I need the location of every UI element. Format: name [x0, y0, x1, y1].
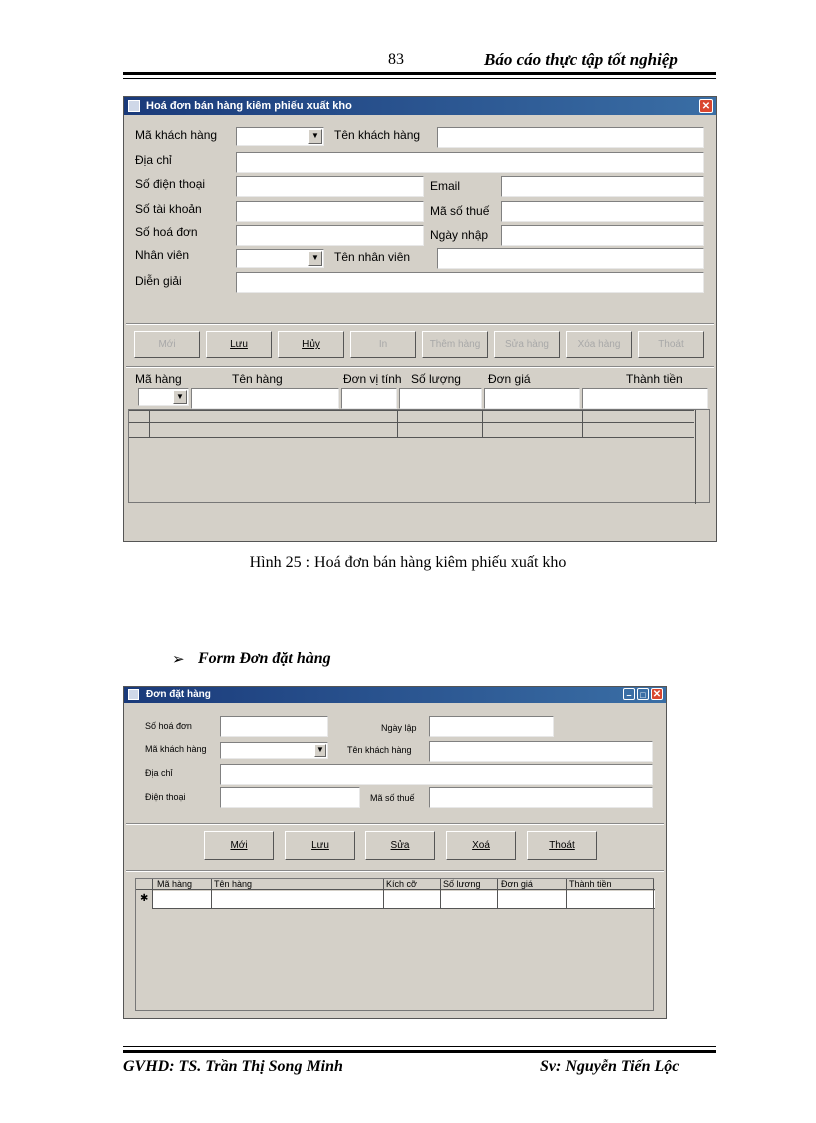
chevron-down-icon[interactable]: ▼	[308, 251, 322, 266]
col-don-gia: Đơn giá	[488, 372, 531, 386]
label-ma-so-thue: Mã số thuế	[430, 204, 490, 218]
col-so-luong: Số lượng	[411, 372, 461, 386]
so-luong-input[interactable]	[399, 388, 482, 409]
ten-khach-hang-input[interactable]	[429, 741, 653, 762]
col-thanh-tien: Thành tiền	[626, 372, 683, 386]
them-hang-button[interactable]: Thêm hàng	[422, 331, 488, 358]
chevron-down-icon[interactable]: ▼	[308, 129, 322, 144]
header-rule	[123, 72, 716, 75]
order-window	[123, 686, 667, 1019]
label-ma-khach-hang: Mã khách hàng	[135, 128, 218, 142]
header-rule-thin	[123, 78, 716, 79]
email-input[interactable]	[501, 176, 704, 197]
footer-rule-thin	[123, 1046, 716, 1047]
label-dia-chi: Địa chỉ	[135, 153, 172, 167]
dia-chi-input[interactable]	[236, 152, 704, 173]
app-icon	[128, 100, 140, 112]
ten-khach-hang-input[interactable]	[437, 127, 704, 148]
ma-khach-hang-combo[interactable]	[220, 742, 328, 759]
col-ma-hang: Mã hàng	[157, 879, 193, 889]
in-button[interactable]: In	[350, 331, 416, 358]
col-ten-hang: Tên hàng	[232, 372, 283, 386]
divider	[126, 366, 714, 368]
moi-button[interactable]: Mới	[204, 831, 274, 860]
ma-so-thue-input[interactable]	[429, 787, 653, 808]
col-ma-hang: Mã hàng	[135, 372, 182, 386]
dia-chi-input[interactable]	[220, 764, 653, 785]
app-icon	[128, 689, 139, 700]
don-vi-tinh-input[interactable]	[341, 388, 397, 409]
order-window-title: Đơn đặt hàng	[146, 689, 211, 700]
footer-supervisor: GVHD: TS. Trần Thị Song Minh	[123, 1058, 343, 1075]
bullet-arrow-icon: ➢	[172, 651, 185, 668]
label-so-hoa-don: Số hoá đơn	[145, 721, 192, 731]
ten-hang-input[interactable]	[191, 388, 339, 409]
divider	[126, 823, 664, 825]
label-ten-nhan-vien: Tên nhân viên	[334, 250, 411, 264]
ma-hang-combo[interactable]	[138, 388, 189, 406]
label-dien-giai: Diễn giải	[135, 274, 182, 288]
chevron-down-icon[interactable]: ▼	[173, 390, 187, 404]
ngay-nhap-input[interactable]	[501, 225, 704, 246]
xoa-button[interactable]: Xoá	[446, 831, 516, 860]
col-don-gia: Đơn giá	[501, 879, 533, 889]
thoat-button[interactable]: Thoát	[527, 831, 597, 860]
label-so-hoa-don: Số hoá đơn	[135, 225, 198, 239]
label-ma-khach-hang: Mã khách hàng	[145, 744, 207, 754]
label-ngay-nhap: Ngày nhập	[430, 228, 489, 242]
thanh-tien-input[interactable]	[582, 388, 708, 409]
order-titlebar	[124, 687, 666, 703]
invoice-window-title: Hoá đơn bán hàng kiêm phiếu xuất kho	[146, 100, 352, 112]
huy-button[interactable]: Hủy	[278, 331, 344, 358]
luu-button[interactable]: Lưu	[285, 831, 355, 860]
label-dia-chi: Địa chỉ	[145, 768, 173, 778]
ma-so-thue-input[interactable]	[501, 201, 704, 222]
col-thanh-tien: Thành tiền	[569, 879, 612, 889]
so-hoa-don-input[interactable]	[236, 225, 424, 246]
order-grid[interactable]	[135, 878, 654, 1011]
ngay-lap-input[interactable]	[429, 716, 554, 737]
report-title: Báo cáo thực tập tốt nghiệp	[484, 50, 678, 69]
invoice-window	[123, 96, 717, 542]
divider	[126, 323, 714, 325]
label-nhan-vien: Nhân viên	[135, 248, 190, 262]
section-title: Form Đơn đặt hàng	[198, 650, 331, 667]
luu-button[interactable]: Lưu	[206, 331, 272, 358]
dien-giai-input[interactable]	[236, 272, 704, 293]
label-ten-khach-hang: Tên khách hàng	[334, 128, 421, 142]
don-gia-input[interactable]	[484, 388, 580, 409]
label-dien-thoai: Điện thoại	[145, 792, 186, 802]
divider	[126, 870, 664, 872]
so-dien-thoai-input[interactable]	[236, 176, 424, 197]
label-so-tai-khoan: Số tài khoản	[135, 202, 202, 216]
sua-button[interactable]: Sửa	[365, 831, 435, 860]
close-icon[interactable]: ✕	[699, 99, 713, 113]
label-ngay-lap: Ngày lập	[381, 723, 417, 733]
invoice-titlebar	[124, 97, 716, 115]
sua-hang-button[interactable]: Sửa hàng	[494, 331, 560, 358]
thoat-button[interactable]: Thoát	[638, 331, 704, 358]
chevron-down-icon[interactable]: ▼	[314, 744, 326, 757]
new-row[interactable]	[153, 891, 655, 909]
figure-caption: Hình 25 : Hoá đơn bán hàng kiêm phiếu xuất kho	[249, 554, 567, 571]
label-so-dien-thoai: Số điện thoại	[135, 177, 206, 191]
label-ten-khach-hang: Tên khách hàng	[347, 745, 412, 755]
col-ten-hang: Tên hàng	[214, 879, 253, 889]
label-email: Email	[430, 179, 461, 193]
page-number: 83	[388, 51, 404, 68]
label-ma-so-thue: Mã số thuế	[370, 793, 415, 803]
ma-khach-hang-combo[interactable]	[236, 127, 324, 146]
maximize-icon[interactable]: □	[637, 688, 649, 700]
dien-thoai-input[interactable]	[220, 787, 360, 808]
new-row-star-icon: ✱	[140, 893, 149, 904]
so-hoa-don-input[interactable]	[220, 716, 328, 737]
item-grid[interactable]	[128, 409, 710, 503]
so-tai-khoan-input[interactable]	[236, 201, 424, 222]
footer-rule	[123, 1050, 716, 1053]
minimize-icon[interactable]: –	[623, 688, 635, 700]
ten-nhan-vien-input[interactable]	[437, 248, 704, 269]
col-don-vi-tinh: Đơn vị tính	[343, 372, 402, 386]
nhan-vien-combo[interactable]	[236, 249, 324, 268]
moi-button[interactable]: Mới	[134, 331, 200, 358]
xoa-hang-button[interactable]: Xóa hàng	[566, 331, 632, 358]
col-kich-co: Kích cỡ	[386, 879, 417, 889]
close-icon[interactable]: ✕	[652, 689, 662, 700]
col-so-luong: Số lương	[443, 879, 481, 889]
footer-student: Sv: Nguyễn Tiến Lộc	[540, 1058, 680, 1075]
